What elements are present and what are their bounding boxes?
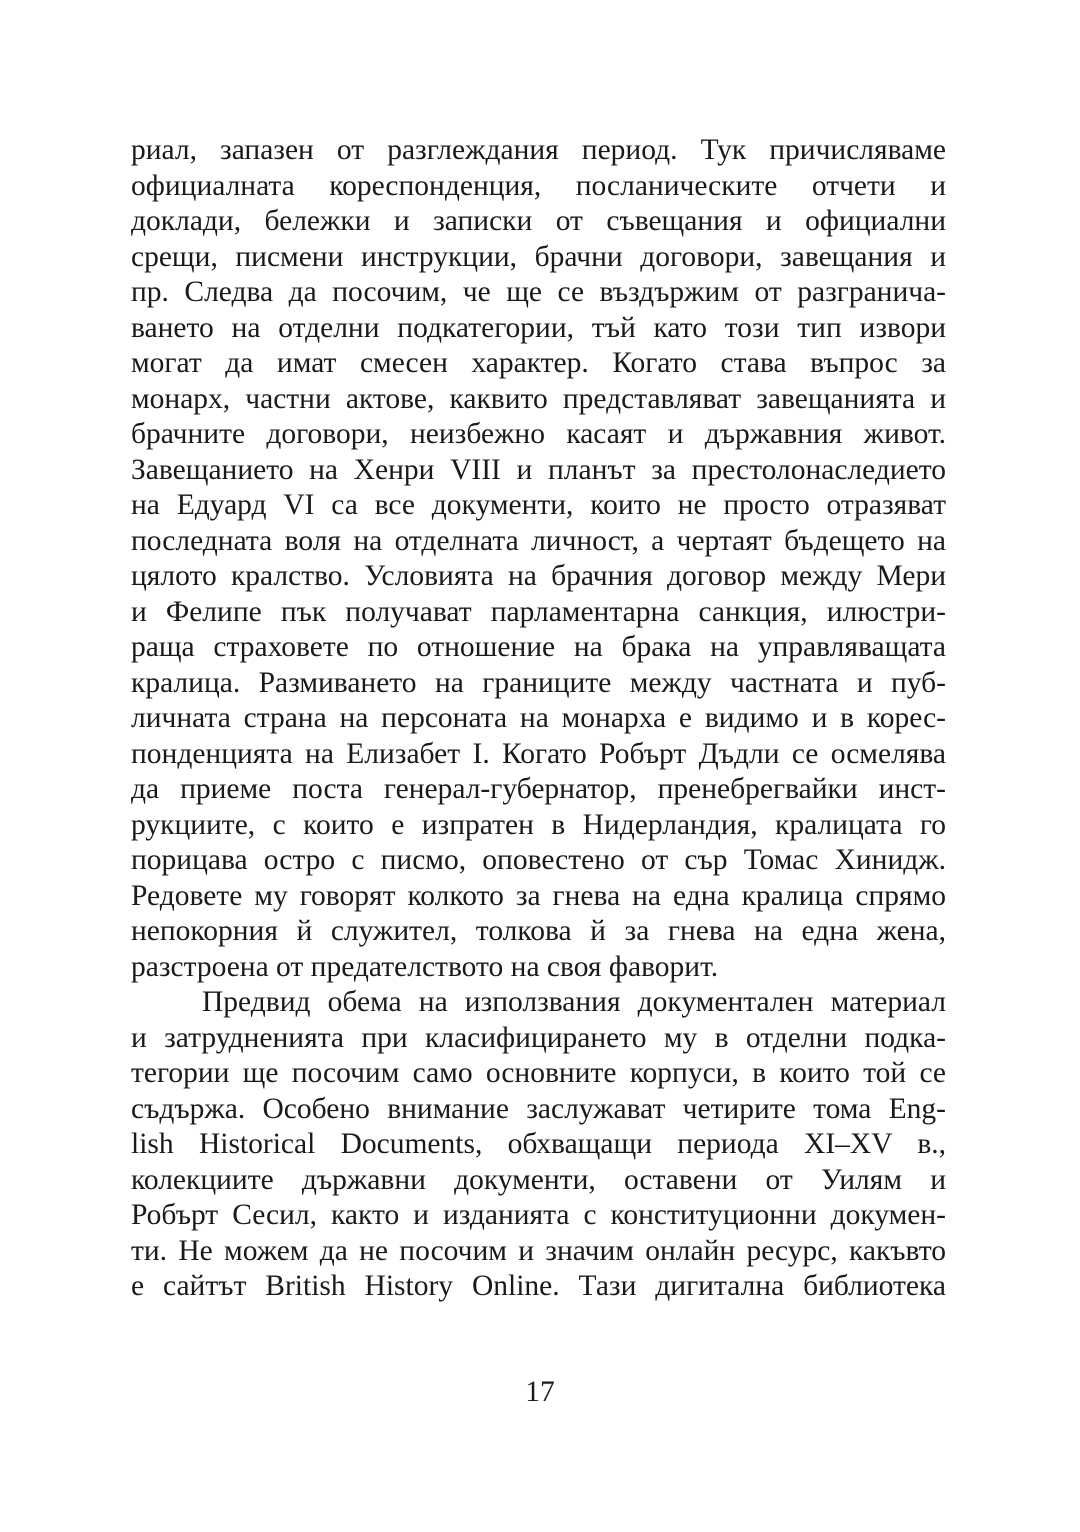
text-line: монарх, частни актове, каквито представляват завещанията и bbox=[131, 382, 946, 415]
text-line: последната воля на отделната личност, а чертаят бъдещето на bbox=[131, 524, 946, 557]
text-line: е сайтът British History Online. Тази дигитална библиотека bbox=[131, 1270, 946, 1302]
text-line: Редовете му говорят колкото за гнева на една кралица спрямо bbox=[131, 879, 946, 912]
text-line: разстроена от предателството на своя фаворит. bbox=[131, 950, 719, 983]
text-line: колекциите държавни документи, оставени от Уилям и bbox=[131, 1163, 946, 1196]
text-line: могат да имат смесен характер. Когато става въпрос за bbox=[131, 347, 946, 379]
text-line: на Едуард VI са все документи, които не просто отразяват bbox=[131, 489, 946, 521]
text-line: раща страховете по отношение на брака на управляващата bbox=[131, 631, 946, 663]
text-line: и Фелипе пък получават парламентарна санкция, илюстри- bbox=[131, 595, 946, 628]
text-line: да приеме поста генерал-губернатор, пренебрегвайки инст- bbox=[131, 773, 946, 805]
text-line: Предвид обема на използвания документален материал bbox=[202, 986, 946, 1018]
text-line: Завещанието на Хенри VIII и планът за престолонаследието bbox=[131, 453, 946, 486]
text-line: кралица. Размиването на границите между частната и пуб- bbox=[131, 666, 946, 699]
text-line: Робърт Сесил, както и изданията с конституционни докумен- bbox=[131, 1199, 946, 1231]
paragraph-1 bbox=[131, 133, 946, 985]
text-line: риал, запазен от разглеждания период. Тук причисляваме bbox=[131, 134, 946, 166]
text-line: порицава остро с писмо, оповестено от сър Томас Хинидж. bbox=[131, 844, 946, 876]
text-line: срещи, писмени инструкции, брачни договори, завещания и bbox=[131, 240, 946, 273]
text-line: рукциите, с които е изпратен в Нидерландия, кралицата го bbox=[131, 808, 946, 841]
page-number: 17 bbox=[525, 1376, 555, 1408]
text-line: пр. Следва да посочим, че ще се въздържим от разгранича- bbox=[131, 276, 946, 308]
text-line: непокорния й служител, толкова й за гнева на една жена, bbox=[131, 915, 946, 947]
paragraph-2 bbox=[131, 985, 946, 1305]
text-line: личната страна на персоната на монарха е видимо и в корес- bbox=[131, 702, 946, 734]
text-line: цялото кралство. Условията на брачния договор между Мери bbox=[131, 560, 946, 592]
text-line: lish Historical Documents, обхващащи периода XI–XV в., bbox=[131, 1128, 946, 1160]
text-line: понденцията на Елизабет I. Когато Робърт Дъдли се осмелява bbox=[131, 737, 946, 770]
body-text bbox=[131, 133, 946, 1305]
text-line: ти. Не можем да не посочим и значим онлайн ресурс, какъвто bbox=[131, 1234, 946, 1267]
text-line: тегории ще посочим само основните корпуси, в които той се bbox=[131, 1057, 946, 1089]
text-line: съдържа. Особено внимание заслужават четирите тома Eng- bbox=[131, 1092, 946, 1125]
text-line: брачните договори, неизбежно касаят и държавния живот. bbox=[131, 418, 946, 450]
text-line: ването на отделни подкатегории, тъй като този тип извори bbox=[131, 311, 946, 344]
text-line: доклади, бележки и записки от съвещания и официални bbox=[131, 205, 946, 237]
text-line: и затрудненията при класифицирането му в отделни подка- bbox=[131, 1021, 946, 1054]
text-line: официалната кореспонденция, посланическите отчети и bbox=[131, 169, 946, 202]
